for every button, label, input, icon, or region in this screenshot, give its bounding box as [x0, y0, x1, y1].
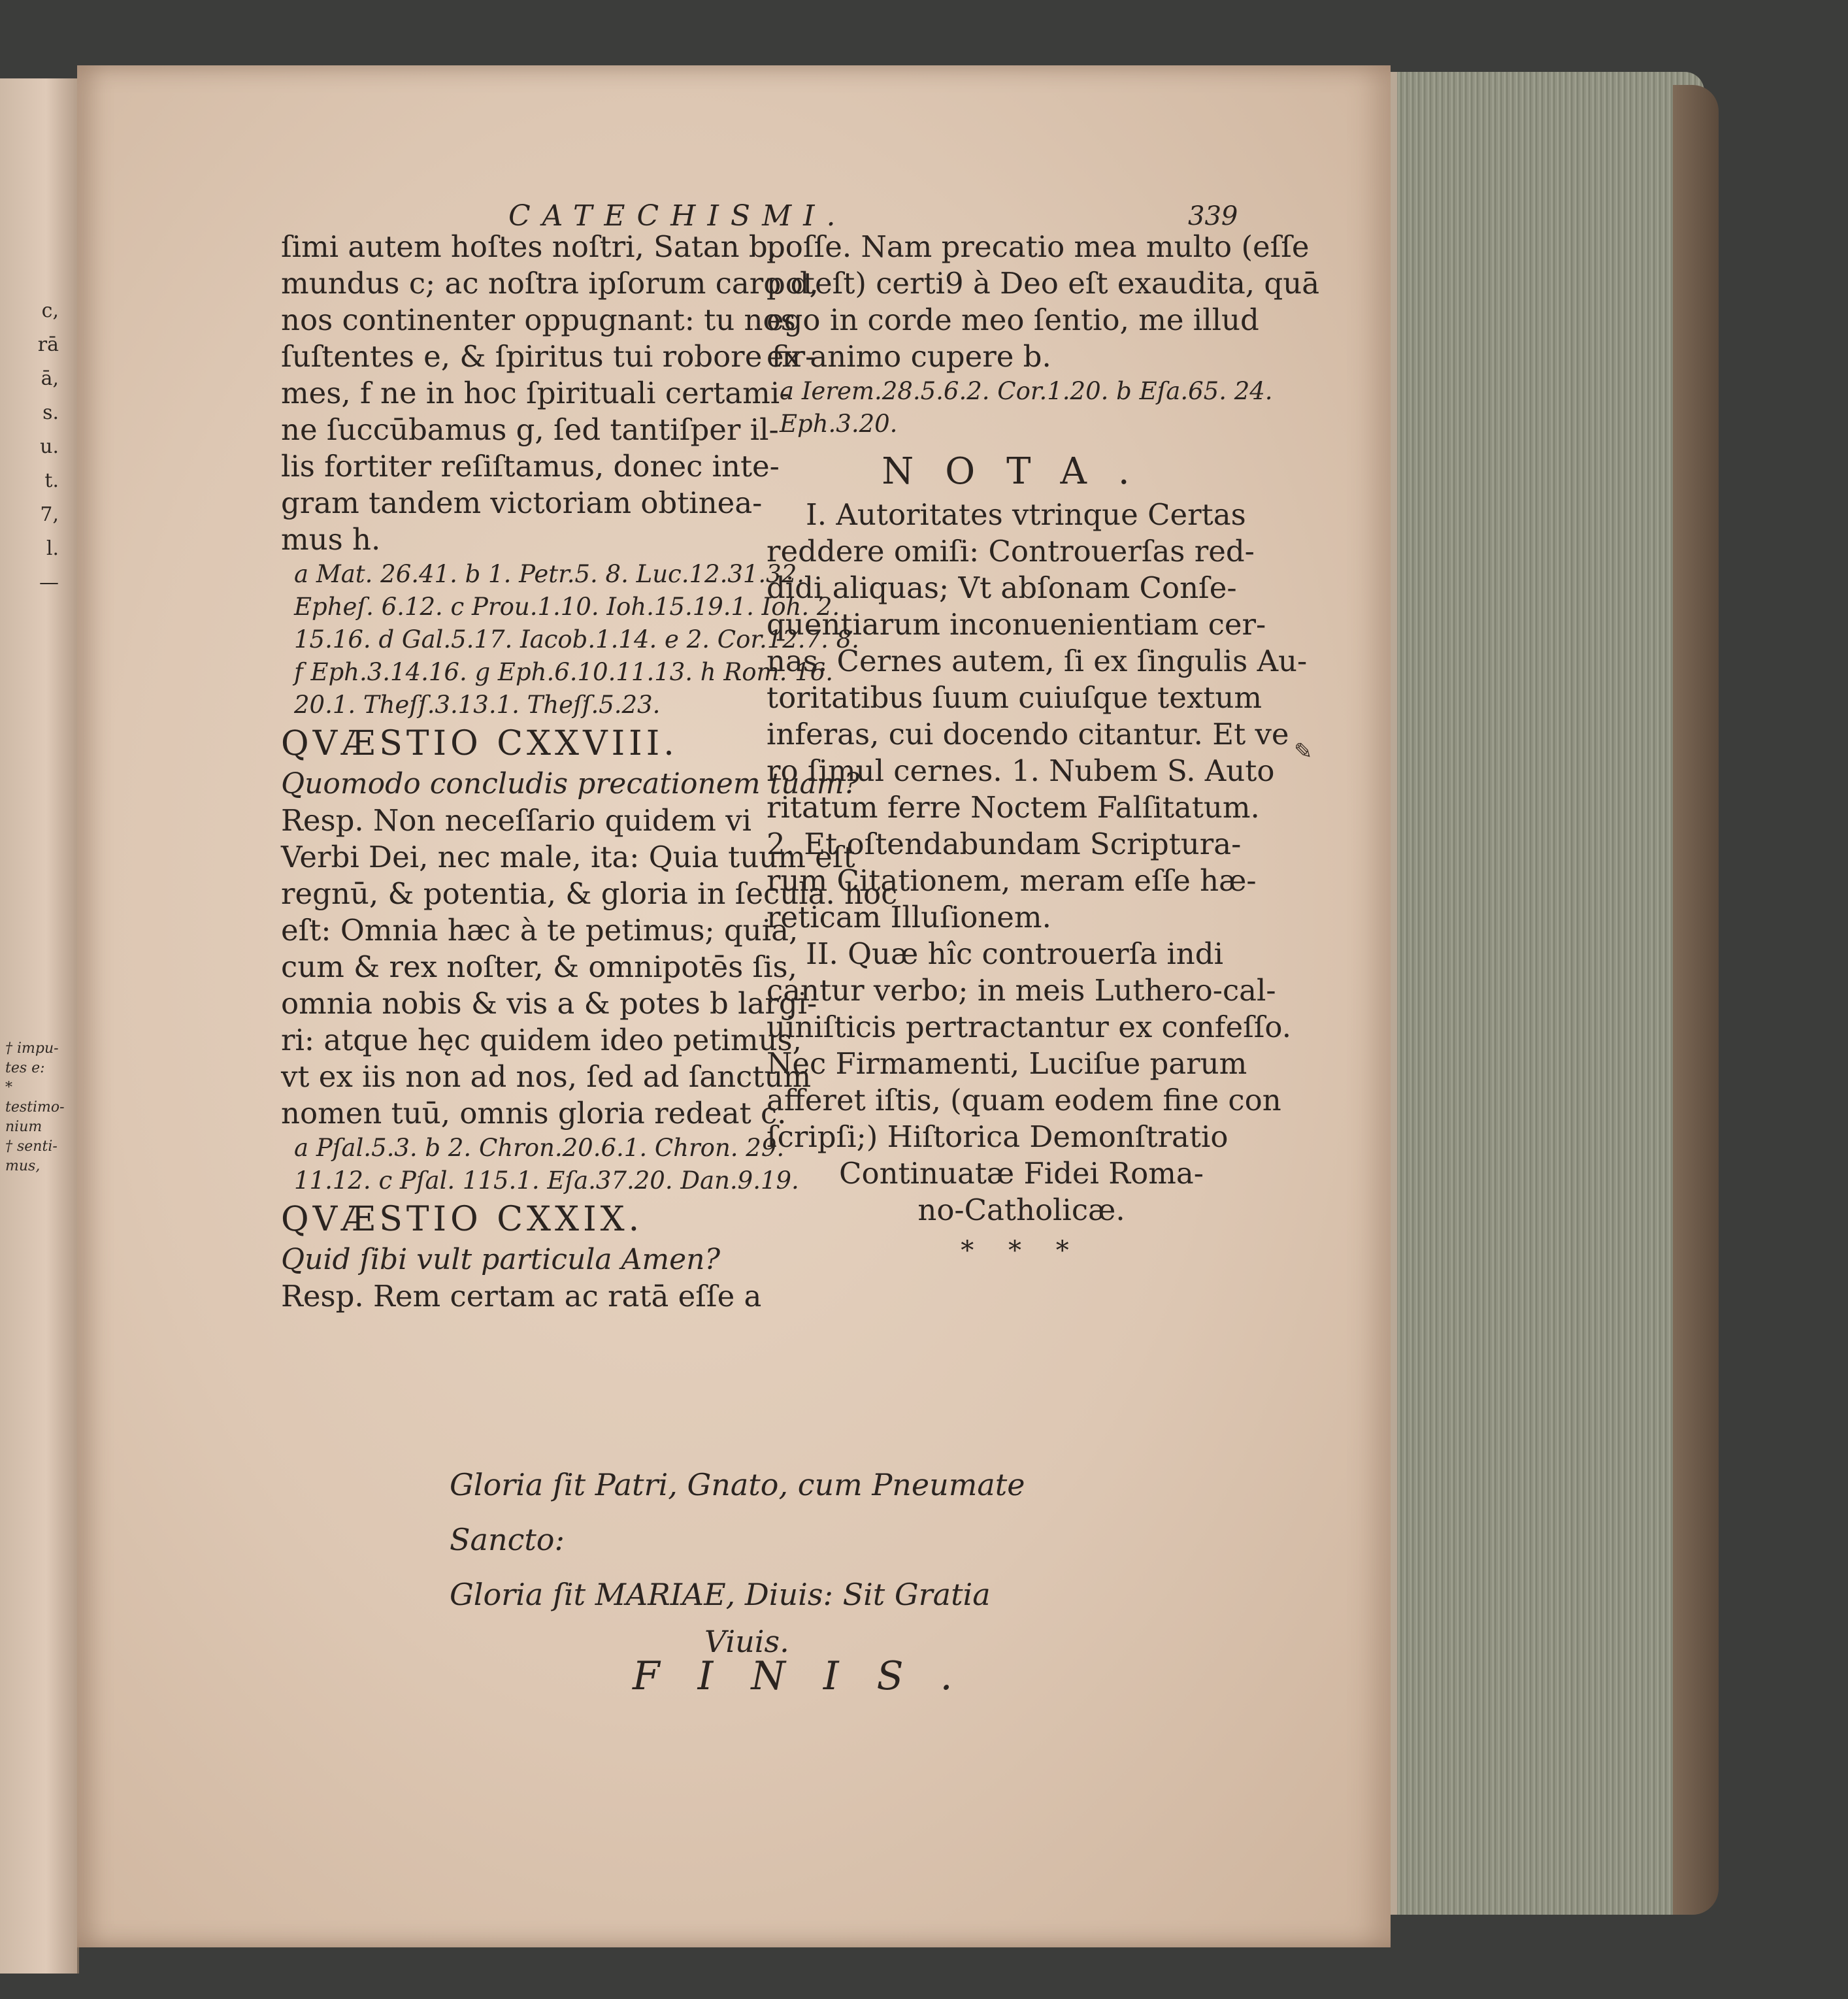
doxology-line: Gloria ſit Patri, Gnato, cum Pneumate Sancto:	[450, 1467, 1025, 1557]
note-line: nium	[5, 1119, 42, 1135]
nota-line: uiniſticis pertractantur ex confeſſo.	[767, 1010, 1292, 1044]
asterism: * * *	[961, 1236, 1082, 1266]
book-cover-edge	[1673, 85, 1719, 1915]
scripture-reference: a Pſal.5.3. b 2. Chron.20.6.1. Chron. 29.	[294, 1134, 785, 1162]
text-line: poſſe. Nam precatio mea multo (eſſe	[767, 229, 1310, 264]
answer-line: cum & rex noſter, & omnipotēs ſis,	[281, 950, 797, 984]
question-129: Quid ſibi vult particula Amen?	[281, 1243, 721, 1276]
note-line: tes e:	[5, 1060, 45, 1076]
scripture-reference: a Mat. 26.41. b 1. Petr.5. 8. Luc.12.31.32.	[294, 560, 805, 588]
right-column	[767, 229, 1320, 1269]
answer-line: eſt: Omnia hæc à te petimus; quia,	[281, 913, 799, 948]
nota-line: cantur verbo; in meis Luthero-cal-	[767, 973, 1276, 1008]
page-number: 339	[1188, 201, 1238, 231]
nota-line: ſcripſi;) Hiſtorica Demonſtratio	[767, 1119, 1229, 1154]
left-margin-note	[5, 1039, 71, 1176]
nota-line: inferas, cui docendo citantur. Et ve	[767, 717, 1289, 752]
text-line: ſuſtentes e, & ſpiritus tui robore fir-	[281, 339, 816, 374]
margin-fragment: t.	[44, 469, 59, 492]
answer-line: omnia nobis & vis a & potes b largi-	[281, 986, 817, 1021]
scripture-reference: 15.16. d Gal.5.17. Iacob.1.14. e 2. Cor.12.7. 8.	[294, 625, 859, 653]
scripture-reference: 20.1. Theſſ.3.13.1. Theſſ.5.23.	[294, 691, 661, 719]
nota-line: rum Citationem, meram eſſe hæ-	[767, 863, 1257, 898]
text-line: gram tandem victoriam obtinea-	[281, 486, 763, 520]
scripture-reference: Epheſ. 6.12. c Prou.1.10. Ioh.15.19.1. Ioh. 2.	[294, 593, 840, 621]
ink-mark-icon: ✎	[1294, 738, 1313, 765]
margin-fragment: 7,	[40, 503, 59, 526]
scripture-reference: a Ierem.28.5.6.2. Cor.1.20. b Eſa.65. 24.	[780, 377, 1273, 405]
text-line: mundus c; ac noſtra ipſorum caro d,	[281, 266, 819, 301]
question-128: Quomodo concludis precationem tuam?	[281, 767, 860, 801]
running-head: CATECHISMI.	[508, 199, 848, 233]
scripture-reference: Eph.3.20.	[780, 410, 898, 438]
nota-line: reticam Illuſionem.	[767, 900, 1051, 934]
note-line: † senti-	[5, 1138, 58, 1155]
nota-line: toritatibus ſuum cuiuſque textum	[767, 680, 1262, 715]
margin-fragment: u.	[40, 435, 59, 458]
doxology	[450, 1457, 1103, 1661]
answer-line: Verbi Dei, nec male, ita: Quia tuum eſt	[281, 840, 855, 874]
text-line: mes, f ne in hoc ſpirituali certami-	[281, 376, 790, 410]
text-line: ego in corde meo ſentio, me illud	[767, 303, 1259, 337]
margin-fragment: c,	[41, 299, 59, 322]
book-page	[77, 65, 1391, 1947]
nota-line: quentiarum inconuenientiam cer-	[767, 607, 1266, 642]
scripture-reference: f Eph.3.14.16. g Eph.6.10.11.13. h Rom. 16.	[294, 658, 833, 686]
margin-fragment: ā,	[41, 367, 59, 390]
nota-line: afferet iſtis, (quam eodem fine con	[767, 1083, 1281, 1117]
answer-line: nomen tuū, omnis gloria redeat c.	[281, 1096, 787, 1131]
nota-line: didi aliquas; Vt abſonam Conſe-	[767, 570, 1237, 605]
answer-line: vt ex iis non ad nos, ſed ad ſanctum	[281, 1059, 812, 1094]
text-line: poteſt) certi9 à Deo eſt exaudita, quā	[767, 266, 1320, 301]
text-line: ex animo cupere b.	[767, 339, 1051, 374]
nota-line: nas. Cernes autem, ſi ex ſingulis Au-	[767, 644, 1308, 678]
answer-line: Resp. Rem certam ac ratā eſſe a	[281, 1279, 762, 1313]
answer-line: ri: atque hęc quidem ideo petimus,	[281, 1023, 802, 1057]
doxology-line: Viuis.	[704, 1624, 789, 1659]
note-line: mus,	[5, 1158, 41, 1174]
nota-line: 2. Et oſtendabundam Scriptura-	[767, 827, 1242, 861]
nota-line: ro ſimul cernes. 1. Nubem S. Auto	[767, 753, 1275, 788]
question-heading-128: QVÆSTIO CXXVIII.	[281, 724, 678, 763]
margin-fragment: rā	[37, 333, 59, 356]
question-heading-129: QVÆSTIO CXXIX.	[281, 1200, 644, 1239]
text-line: ne ſuccūbamus g, ſed tantiſper il-	[281, 412, 779, 447]
nota-line: I. Autoritates vtrinque Certas	[806, 497, 1246, 532]
text-line: ſimi autem hoſtes noſtri, Satan b,	[281, 229, 778, 264]
note-line: † impu-	[5, 1040, 59, 1057]
text-line: nos continenter oppugnant: tu nos	[281, 303, 796, 337]
nota-line: ritatum ferre Noctem Falſitatum.	[767, 790, 1260, 825]
nota-line: reddere omiſi: Controuerſas red-	[767, 534, 1255, 569]
text-line: lis fortiter reſiſtamus, donec inte-	[281, 449, 780, 484]
nota-line: II. Quæ hîc controuerſa indi	[806, 936, 1223, 971]
left-margin-fragments	[0, 294, 59, 600]
finis: FINIS.	[633, 1653, 991, 1699]
margin-fragment: —	[39, 571, 59, 594]
nota-heading: NOTA.	[882, 450, 1161, 493]
closing-title-line: no-Catholicæ.	[917, 1193, 1125, 1227]
scripture-reference: 11.12. c Pſal. 115.1. Eſa.37.20. Dan.9.19.	[294, 1166, 799, 1195]
margin-fragment: s.	[42, 401, 59, 424]
doxology-line: Gloria ſit MARIAE, Diuis: Sit Gratia	[450, 1577, 991, 1612]
text-line: mus h.	[281, 522, 381, 557]
nota-line: Nec Firmamenti, Luciſue parum	[767, 1046, 1247, 1081]
answer-line: regnū, & potentia, & gloria in ſecula. hoc	[281, 876, 898, 911]
margin-fragment: l.	[46, 537, 59, 560]
answer-line: Resp. Non neceſſario quidem vi	[281, 803, 752, 838]
book-fore-edge	[1391, 72, 1704, 1915]
closing-title-line: Continuatæ Fidei Roma-	[839, 1156, 1204, 1191]
previous-page-edge	[0, 78, 79, 1974]
note-line: * testimo-	[5, 1080, 65, 1115]
